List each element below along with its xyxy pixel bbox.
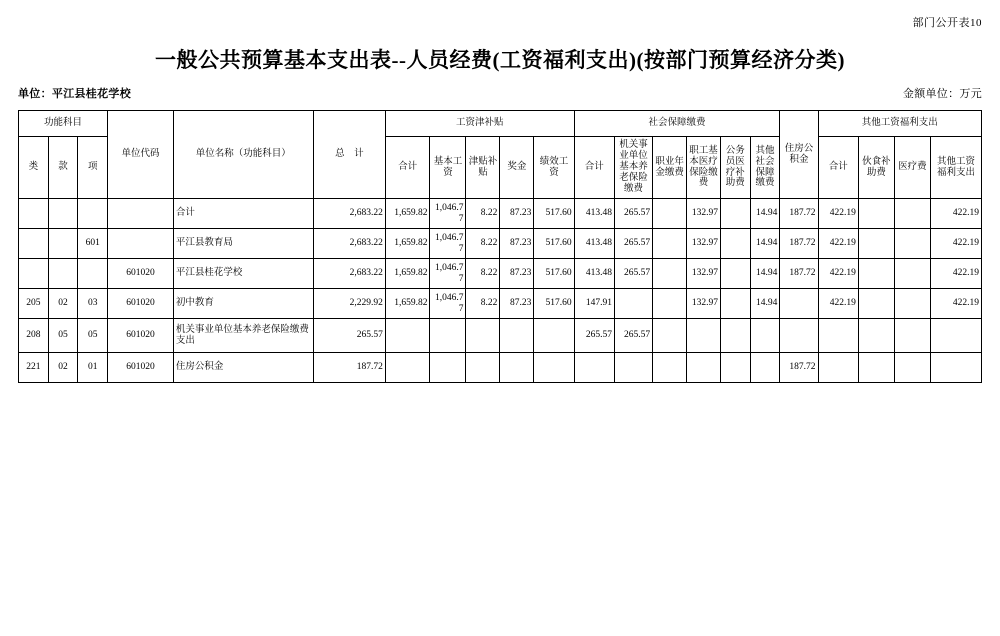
header-col-performance: 绩效工资 [534,137,574,199]
cell-housing-fund [780,289,818,319]
cell-civil-medical [720,289,750,319]
cell-performance: 517.60 [534,229,574,259]
cell-kuan: 05 [48,319,78,353]
cell-kuan: 02 [48,353,78,383]
cell-social-total [574,353,614,383]
cell-performance: 517.60 [534,259,574,289]
cell-meal [858,259,894,289]
cell-salary-total: 1,659.82 [385,199,430,229]
cell-unit-code: 601020 [108,259,174,289]
header-salary-allowance: 工资津补贴 [385,111,574,137]
cell-other-welfare: 422.19 [930,199,981,229]
cell-medical-fee [894,319,930,353]
cell-housing-fund: 187.72 [780,229,818,259]
form-number-label: 部门公开表10 [912,17,982,29]
header-function-subject: 功能科目 [19,111,108,137]
header-housing-fund: 住房公积金 [780,111,818,199]
cell-allowance: 8.22 [466,289,500,319]
cell-housing-fund: 187.72 [780,259,818,289]
cell-lei: 205 [19,289,49,319]
cell-allowance [466,353,500,383]
cell-social-total: 413.48 [574,229,614,259]
cell-housing-fund: 187.72 [780,353,818,383]
cell-meal [858,289,894,319]
header-col-xiang: 项 [78,137,108,199]
header-col-lei: 类 [19,137,49,199]
table-row [19,353,982,383]
cell-lei [19,229,49,259]
cell-allowance: 8.22 [466,199,500,229]
cell-unit-name: 平江县桂花学校 [173,259,313,289]
cell-allowance: 8.22 [466,259,500,289]
cell-total: 2,683.22 [313,199,385,229]
cell-total: 265.57 [313,319,385,353]
cell-medical: 132.97 [687,199,721,229]
cell-kuan [48,229,78,259]
header-total: 总 计 [313,111,385,199]
cell-other-total: 422.19 [818,229,858,259]
budget-table [18,110,982,383]
cell-unit-name: 住房公积金 [173,353,313,383]
cell-lei: 221 [19,353,49,383]
cell-basic-salary [430,353,466,383]
header-col-medical-fee: 医疗费 [894,137,930,199]
cell-civil-medical [720,229,750,259]
cell-annuity [653,199,687,229]
cell-basic-salary: 1,046.77 [430,289,466,319]
table-header [19,111,982,199]
table-row [19,199,982,229]
cell-medical: 132.97 [687,259,721,289]
cell-bonus [500,319,534,353]
cell-kuan [48,199,78,229]
cell-salary-total [385,353,430,383]
cell-other-social [750,353,780,383]
cell-xiang: 05 [78,319,108,353]
cell-unit-code: 601020 [108,353,174,383]
cell-social-total: 265.57 [574,319,614,353]
cell-medical-fee [894,289,930,319]
cell-basic-salary: 1,046.77 [430,229,466,259]
table-row [19,319,982,353]
cell-medical-fee [894,353,930,383]
cell-medical-fee [894,259,930,289]
cell-other-total: 422.19 [818,199,858,229]
cell-pension: 265.57 [614,229,652,259]
cell-bonus: 87.23 [500,199,534,229]
cell-kuan: 02 [48,289,78,319]
cell-housing-fund [780,319,818,353]
cell-bonus: 87.23 [500,259,534,289]
header-col-social-total: 合计 [574,137,614,199]
cell-total: 2,683.22 [313,259,385,289]
meta-row [18,85,982,101]
cell-other-welfare [930,353,981,383]
cell-lei [19,199,49,229]
cell-social-total: 147.91 [574,289,614,319]
cell-other-social: 14.94 [750,199,780,229]
cell-unit-code [108,229,174,259]
cell-basic-salary [430,319,466,353]
cell-other-social: 14.94 [750,259,780,289]
cell-meal [858,199,894,229]
cell-other-total: 422.19 [818,289,858,319]
cell-pension: 265.57 [614,259,652,289]
cell-allowance: 8.22 [466,229,500,259]
cell-other-total [818,319,858,353]
cell-allowance [466,319,500,353]
cell-meal [858,353,894,383]
header-col-civil-medical: 公务员医疗补助费 [720,137,750,199]
cell-medical: 132.97 [687,289,721,319]
cell-medical-fee [894,199,930,229]
cell-meal [858,229,894,259]
cell-social-total: 413.48 [574,199,614,229]
header-col-allowance: 津贴补贴 [466,137,500,199]
cell-salary-total [385,319,430,353]
cell-other-social [750,319,780,353]
cell-basic-salary: 1,046.77 [430,199,466,229]
cell-xiang [78,259,108,289]
cell-unit-code: 601020 [108,319,174,353]
header-col-medical: 职工基本医疗保险缴费 [687,137,721,199]
cell-unit-name: 合计 [173,199,313,229]
cell-meal [858,319,894,353]
cell-medical [687,319,721,353]
cell-salary-total: 1,659.82 [385,229,430,259]
cell-annuity [653,353,687,383]
header-col-meal: 伙食补助费 [858,137,894,199]
header-col-kuan: 款 [48,137,78,199]
cell-salary-total: 1,659.82 [385,289,430,319]
cell-annuity [653,229,687,259]
cell-annuity [653,319,687,353]
cell-unit-name: 平江县教育局 [173,229,313,259]
cell-total: 187.72 [313,353,385,383]
amount-unit-label: 金额单位：万元 [902,88,982,100]
header-col-bonus: 奖金 [500,137,534,199]
cell-civil-medical [720,319,750,353]
cell-civil-medical [720,353,750,383]
cell-total: 2,683.22 [313,229,385,259]
cell-unit-code [108,199,174,229]
cell-unit-name: 机关事业单位基本养老保险缴费支出 [173,319,313,353]
cell-civil-medical [720,199,750,229]
cell-bonus: 87.23 [500,289,534,319]
cell-bonus [500,353,534,383]
cell-xiang: 03 [78,289,108,319]
cell-other-welfare: 422.19 [930,229,981,259]
cell-medical: 132.97 [687,229,721,259]
header-col-basic-salary: 基本工资 [430,137,466,199]
cell-other-social: 14.94 [750,229,780,259]
cell-other-social: 14.94 [750,289,780,319]
cell-unit-code: 601020 [108,289,174,319]
cell-performance [534,353,574,383]
cell-performance: 517.60 [534,199,574,229]
header-unit-name: 单位名称（功能科目） [173,111,313,199]
header-social-insurance: 社会保障缴费 [574,111,780,137]
cell-civil-medical [720,259,750,289]
header-unit-code: 单位代码 [108,111,174,199]
cell-pension [614,289,652,319]
cell-pension: 265.57 [614,199,652,229]
cell-performance [534,319,574,353]
cell-basic-salary: 1,046.77 [430,259,466,289]
table-body [19,199,982,383]
cell-kuan [48,259,78,289]
cell-other-welfare [930,319,981,353]
cell-housing-fund: 187.72 [780,199,818,229]
header-col-pension: 机关事业单位基本养老保险缴费 [614,137,652,199]
table-row [19,259,982,289]
cell-xiang [78,199,108,229]
unit-label: 单位：平江县桂花学校 [18,88,131,100]
table-row [19,289,982,319]
cell-pension [614,353,652,383]
header-col-other-welfare: 其他工资福利支出 [930,137,981,199]
cell-total: 2,229.92 [313,289,385,319]
header-other-welfare: 其他工资福利支出 [818,111,981,137]
header-col-other-social: 其他社会保障缴费 [750,137,780,199]
header-col-other-total: 合计 [818,137,858,199]
cell-annuity [653,259,687,289]
cell-bonus: 87.23 [500,229,534,259]
header-col-annuity: 职业年金缴费 [653,137,687,199]
cell-unit-name: 初中教育 [173,289,313,319]
cell-other-welfare: 422.19 [930,289,981,319]
cell-lei [19,259,49,289]
cell-xiang: 601 [78,229,108,259]
cell-lei: 208 [19,319,49,353]
cell-salary-total: 1,659.82 [385,259,430,289]
cell-pension: 265.57 [614,319,652,353]
cell-annuity [653,289,687,319]
page-title: 一般公共预算基本支出表--人员经费(工资福利支出)(按部门预算经济分类) [155,48,845,72]
cell-other-total: 422.19 [818,259,858,289]
cell-social-total: 413.48 [574,259,614,289]
cell-other-total [818,353,858,383]
cell-medical-fee [894,229,930,259]
cell-other-welfare: 422.19 [930,259,981,289]
header-col-salary-total: 合计 [385,137,430,199]
table-row [19,229,982,259]
cell-performance: 517.60 [534,289,574,319]
cell-xiang: 01 [78,353,108,383]
cell-medical [687,353,721,383]
